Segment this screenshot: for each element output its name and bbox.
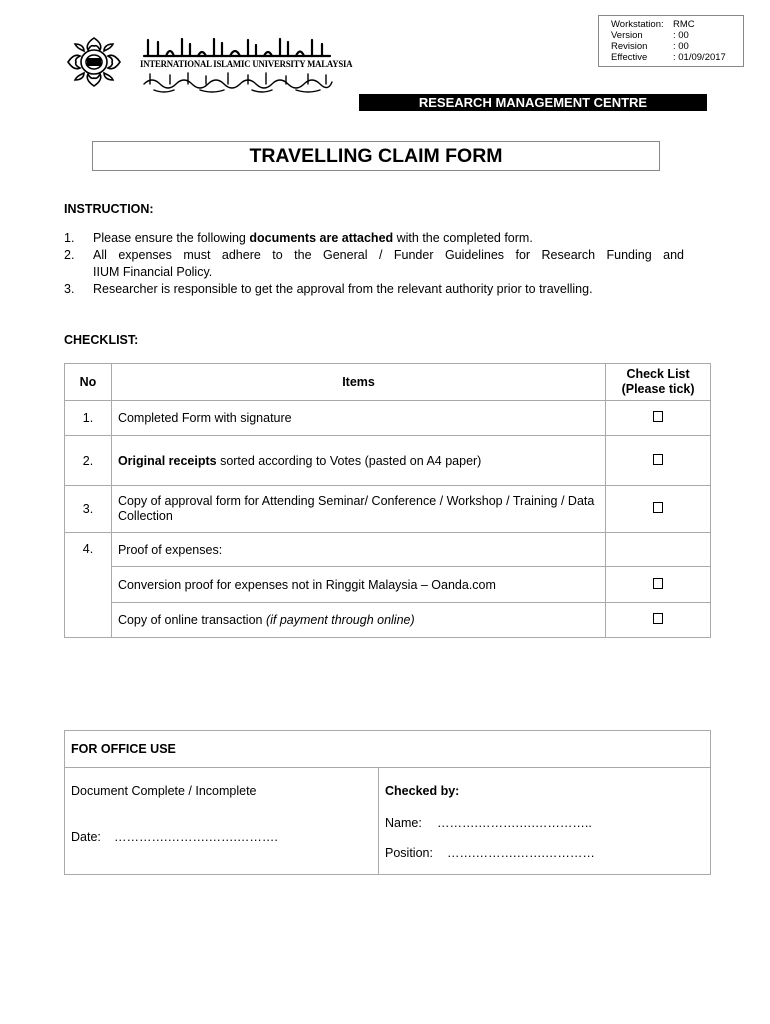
checkbox[interactable]: [653, 411, 663, 422]
instruction-item: 3. Researcher is responsible to get the approval from the relevant authority prior to travelling.: [64, 282, 593, 296]
date-field[interactable]: ………….……….…….……….: [114, 830, 278, 844]
workstation-row: Workstation: RMC: [611, 19, 695, 30]
table-row: Copy of online transaction (if payment through online): [65, 603, 711, 638]
office-use-section: [64, 730, 711, 875]
table-row: Conversion proof for expenses not in Ringgit Malaysia – Oanda.com: [65, 567, 711, 603]
column-header-check: Check List (Please tick): [606, 364, 711, 401]
name-label: Name:: [385, 816, 422, 830]
jawi-name-calligraphy: [140, 70, 336, 94]
checkbox[interactable]: [653, 454, 663, 465]
document-control-box: [598, 15, 744, 67]
column-header-no: No: [65, 364, 112, 401]
department-banner: RESEARCH MANAGEMENT CENTRE: [359, 94, 707, 111]
office-use-heading: FOR OFFICE USE: [65, 731, 710, 768]
date-label: Date:: [71, 830, 101, 844]
effective-row: Effective : 01/09/2017: [611, 52, 726, 63]
table-row: 3. Copy of approval form for Attending Seminar/ Conference / Workshop / Training / Data Collection: [65, 486, 711, 533]
position-field[interactable]: …….……….…….…………: [447, 846, 595, 860]
arabic-name-calligraphy: [140, 36, 336, 62]
version-row: Version : 00: [611, 30, 689, 41]
checkbox[interactable]: [653, 578, 663, 589]
instruction-item: 1. Please ensure the following documents are attached with the completed form.: [64, 231, 533, 245]
checkbox[interactable]: [653, 502, 663, 513]
checklist-heading: CHECKLIST:: [64, 333, 139, 347]
instruction-heading: INSTRUCTION:: [64, 202, 154, 216]
office-use-right-cell: [379, 768, 710, 874]
table-row: 1. Completed Form with signature: [65, 401, 711, 436]
office-use-left-cell: [65, 768, 379, 874]
table-row: 2. Original receipts sorted according to Votes (pasted on A4 paper): [65, 436, 711, 486]
checklist-table: [64, 363, 711, 638]
university-name: INTERNATIONAL ISLAMIC UNIVERSITY MALAYSIA: [140, 60, 353, 70]
iium-logo-icon: [64, 34, 124, 90]
instruction-item: 2. All expenses must adhere to the General / Funder Guidelines for Research Funding and IIUM Financial Policy.: [64, 248, 684, 279]
checked-by-label: Checked by:: [385, 784, 460, 798]
form-title: TRAVELLING CLAIM FORM: [92, 141, 660, 171]
column-header-items: Items: [111, 364, 605, 401]
document-status: Document Complete / Incomplete: [71, 784, 257, 798]
name-field[interactable]: ……….……….….…………..: [437, 816, 592, 830]
instruction-list: [64, 230, 684, 298]
checkbox[interactable]: [653, 613, 663, 624]
table-row: 4. Proof of expenses:: [65, 533, 711, 567]
table-header-row: [65, 364, 711, 401]
revision-row: Revision : 00: [611, 41, 689, 52]
position-label: Position:: [385, 846, 433, 860]
